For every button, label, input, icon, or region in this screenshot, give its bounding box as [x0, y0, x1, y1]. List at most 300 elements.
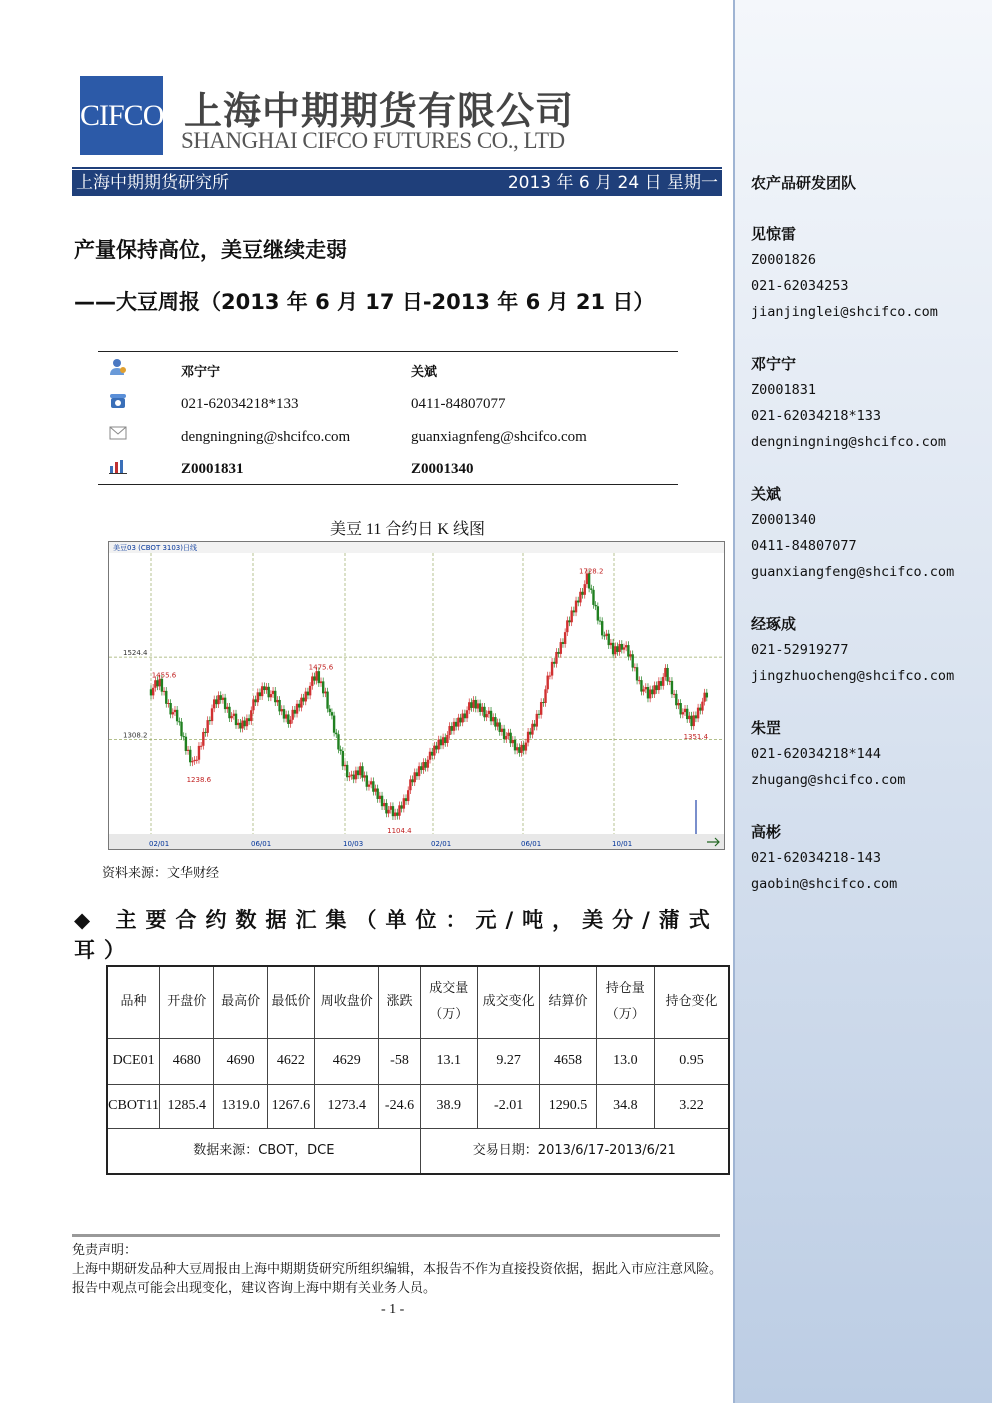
candle-body	[671, 681, 673, 694]
candle-body	[557, 652, 559, 654]
team-member	[751, 221, 938, 325]
candle-body	[204, 732, 206, 733]
candle-body	[379, 796, 381, 799]
team-member	[751, 481, 954, 585]
member-name: 关斌	[751, 485, 782, 503]
candle-body	[553, 662, 555, 664]
candle-body	[322, 681, 324, 693]
candle-body	[261, 686, 263, 696]
disclaimer	[72, 1241, 722, 1298]
candle-body	[688, 716, 690, 719]
candle-body	[418, 766, 420, 776]
candle-body	[438, 740, 440, 750]
candle-body	[359, 766, 361, 775]
candle-body	[154, 680, 156, 688]
candle-body	[658, 681, 660, 690]
candle-body	[590, 589, 592, 590]
team-member	[751, 819, 897, 897]
x-tick-label: 02/01	[431, 840, 452, 848]
candle-body	[172, 712, 174, 714]
candle-body	[259, 692, 261, 696]
candle-body	[220, 695, 222, 700]
contact-id-2: Z0001340	[411, 461, 474, 477]
candle-body	[448, 726, 450, 735]
candle-body	[283, 709, 285, 719]
candle-body	[496, 722, 498, 726]
candle-body	[414, 772, 416, 782]
candle-body	[355, 770, 357, 779]
chart-annotation: 1455.6	[151, 671, 177, 680]
candle-body	[200, 746, 202, 747]
report-date: 2013 年 6 月 24 日 星期一	[507, 173, 718, 193]
candle-body	[276, 700, 278, 702]
table-cell: 4658	[540, 1038, 596, 1084]
candle-body	[342, 751, 344, 766]
candle-body	[217, 695, 219, 704]
table-header-cell: 周收盘价	[315, 966, 379, 1038]
candle-body	[272, 691, 274, 694]
candle-body	[483, 707, 485, 717]
candle-body	[699, 708, 701, 711]
x-tick-label: 02/01	[149, 840, 170, 848]
candle-body	[551, 662, 553, 676]
member-name: 高彬	[751, 823, 782, 841]
candle-body	[592, 590, 594, 605]
candle-body	[542, 702, 544, 703]
candle-body	[655, 685, 657, 690]
candle-body	[472, 700, 474, 708]
candle-body	[228, 707, 230, 718]
member-detail: Z0001831	[751, 382, 817, 398]
candle-body	[568, 620, 570, 622]
member-email[interactable]: jianjinglei@shcifco.com	[751, 304, 938, 320]
candle-body	[621, 644, 623, 650]
candle-body	[405, 798, 407, 801]
candle-body	[420, 766, 422, 770]
chart-caption: 美豆 11 合约日 K 线图	[330, 521, 485, 538]
analyst-contact-box	[98, 351, 678, 485]
candle-body	[479, 703, 481, 712]
candle-body	[278, 700, 280, 711]
candle-body	[573, 610, 575, 612]
candle-body	[544, 689, 546, 703]
institute-name: 上海中期期货研究所	[76, 173, 229, 193]
candle-body	[616, 646, 618, 652]
candle-body	[167, 703, 169, 704]
mail-icon	[108, 426, 128, 446]
candle-body	[363, 775, 365, 777]
disclaimer-text: 上海中期研发品种大豆周报由上海中期期货研究所组织编辑，本报告不作为直接投资依据，据此入市应注意风险。报告中观点可能会出现变化，建议咨询上海中期有关业务人员。	[72, 1262, 723, 1296]
x-tick-label: 06/01	[251, 840, 272, 848]
candle-body	[309, 686, 311, 695]
table-cell: 34.8	[596, 1084, 654, 1128]
candle-body	[488, 711, 490, 714]
candle-body	[677, 703, 679, 705]
contact-phone-1: 021-62034218*133	[181, 396, 299, 412]
candle-body	[490, 711, 492, 721]
candle-body	[235, 714, 237, 725]
candle-body	[549, 676, 551, 677]
table-row	[107, 1084, 729, 1128]
candle-body	[693, 715, 695, 726]
candle-body	[453, 722, 455, 731]
candle-body	[331, 712, 333, 715]
member-detail: 021-62034218*133	[751, 408, 882, 424]
candle-body	[407, 790, 409, 801]
candle-body	[455, 722, 457, 727]
candle-body	[531, 724, 533, 735]
candle-body	[562, 642, 564, 644]
candle-body	[664, 668, 666, 677]
chart-source: 资料来源：文华财经	[102, 866, 220, 881]
candle-body	[176, 710, 178, 721]
candle-body	[394, 813, 396, 817]
candle-body	[248, 718, 250, 721]
table-data-source: 数据来源：CBOT，DCE	[107, 1128, 420, 1174]
member-detail: 021-52919277	[751, 642, 849, 658]
candle-body	[629, 654, 631, 656]
table-header-cell: 涨跌	[379, 966, 420, 1038]
candle-body	[507, 733, 509, 736]
candle-body	[398, 805, 400, 815]
contact-email-2[interactable]: guanxiagnfeng@shcifco.com	[411, 429, 587, 445]
candle-body	[601, 621, 603, 635]
candle-body	[523, 745, 525, 751]
candle-body	[636, 667, 638, 680]
contact-phone-2: 0411-84807077	[411, 396, 506, 412]
candle-body	[335, 733, 337, 735]
candle-body	[313, 676, 315, 680]
candle-body	[403, 798, 405, 808]
candle-body	[215, 699, 217, 704]
candle-body	[257, 692, 259, 702]
candle-body	[614, 646, 616, 654]
candle-body	[518, 747, 520, 753]
candle-body	[302, 698, 304, 702]
table-row	[107, 1038, 729, 1084]
team-member	[751, 351, 946, 455]
candle-body	[193, 760, 195, 761]
candle-body	[603, 635, 605, 636]
candle-body	[509, 733, 511, 743]
candle-body	[481, 707, 483, 712]
candle-body	[254, 699, 256, 702]
candle-body	[499, 722, 501, 732]
member-detail: 0411-84807077	[751, 538, 857, 554]
candle-body	[594, 605, 596, 606]
candle-body	[159, 679, 161, 687]
candle-body	[695, 715, 697, 718]
table-header-cell: 品种	[107, 966, 160, 1038]
table-cell: 13.1	[420, 1038, 477, 1084]
table-cell: 9.27	[477, 1038, 539, 1084]
contact-email-1[interactable]: dengningning@shcifco.com	[181, 429, 351, 445]
candle-body	[679, 703, 681, 714]
candle-body	[440, 740, 442, 746]
page-number: - 1 -	[381, 1302, 405, 1317]
chart-annotation: 1104.4	[387, 827, 412, 836]
company-name-cn: 上海中期期货有限公司	[184, 89, 575, 133]
candle-body	[189, 750, 191, 763]
table-header-cell: 成交量（万）	[420, 966, 477, 1038]
candle-body	[584, 584, 586, 595]
candle-body	[651, 689, 653, 694]
candle-body	[239, 723, 241, 729]
candle-body	[597, 606, 599, 620]
table-cell: -24.6	[379, 1084, 420, 1128]
contact-row-ids	[98, 456, 678, 484]
candle-body	[366, 775, 368, 786]
candle-body	[433, 746, 435, 756]
candle-body	[516, 747, 518, 750]
chart-annotation: 1475.6	[308, 663, 334, 672]
candle-body	[281, 709, 283, 711]
candle-body	[174, 710, 176, 712]
candle-body	[653, 685, 655, 694]
candle-body	[411, 779, 413, 782]
candle-body	[690, 716, 692, 726]
candle-body	[538, 714, 540, 715]
summary-title: ◆ 主要合约数据汇集（单位：元/吨，美分/蒲式耳）	[74, 908, 719, 962]
table-cell: 4622	[267, 1038, 314, 1084]
candle-body	[475, 700, 477, 709]
candle-body	[649, 689, 651, 698]
chart-background	[109, 542, 724, 849]
candle-body	[392, 806, 394, 816]
candle-body	[224, 698, 226, 709]
footer-divider	[72, 1234, 720, 1237]
candle-body	[326, 692, 328, 709]
candle-body	[390, 806, 392, 810]
candle-body	[505, 736, 507, 739]
candle-body	[470, 702, 472, 708]
candle-body	[324, 692, 326, 694]
candle-body	[376, 788, 378, 798]
candle-body	[566, 620, 568, 632]
candle-body	[385, 803, 387, 813]
table-cell: 4680	[160, 1038, 214, 1084]
contact-name-1: 邓宁宁	[181, 365, 221, 380]
table-header-cell: 最高价	[214, 966, 267, 1038]
candle-body	[520, 745, 522, 753]
chart-title: 美豆03 (CBOT 3103)日线	[113, 544, 197, 552]
x-tick-label: 06/01	[521, 840, 542, 848]
candle-body	[706, 693, 708, 698]
candle-body	[560, 642, 562, 654]
candle-body	[150, 689, 152, 695]
candle-body	[451, 726, 453, 731]
candle-body	[339, 749, 341, 751]
table-header-cell: 持仓量（万）	[596, 966, 654, 1038]
candle-body	[165, 691, 167, 704]
candle-body	[209, 720, 211, 721]
candle-body	[416, 772, 418, 776]
candle-body	[252, 699, 254, 710]
candle-body	[182, 736, 184, 737]
research-team-sidebar	[733, 0, 992, 1403]
candle-body	[529, 732, 531, 735]
candle-body	[152, 688, 154, 696]
candle-body	[263, 686, 265, 690]
candle-body	[213, 699, 215, 708]
candle-body	[346, 765, 348, 777]
candle-body	[647, 687, 649, 698]
candle-body	[608, 634, 610, 645]
table-header-cell: 成交变化	[477, 966, 539, 1038]
contact-row-emails	[98, 424, 678, 452]
candle-body	[638, 680, 640, 681]
candle-body	[387, 810, 389, 814]
candle-body	[512, 740, 514, 743]
table-cell: DCE01	[107, 1038, 160, 1084]
candle-body	[564, 632, 566, 644]
candle-body	[329, 709, 331, 712]
candle-body	[457, 718, 459, 727]
candle-body	[300, 698, 302, 708]
candle-body	[370, 781, 372, 784]
candle-body	[477, 703, 479, 708]
x-tick-label: 10/01	[612, 840, 633, 848]
candle-body	[605, 634, 607, 636]
member-detail: Z0001826	[751, 252, 817, 268]
candle-body	[296, 704, 298, 714]
table-cell: 1273.4	[315, 1084, 379, 1128]
table-header-cell: 持仓变化	[654, 966, 729, 1038]
candle-body	[575, 601, 577, 613]
candle-body	[191, 761, 193, 762]
summary-table	[106, 965, 730, 1175]
table-cell: -58	[379, 1038, 420, 1084]
candle-body	[431, 752, 433, 756]
candle-body	[198, 746, 200, 760]
candle-body	[579, 592, 581, 603]
member-email[interactable]: gaobin@shcifco.com	[751, 876, 898, 892]
candle-body	[246, 718, 248, 726]
candle-body	[161, 679, 163, 692]
candle-body	[206, 720, 208, 733]
candle-body	[684, 709, 686, 712]
contact-row-names	[98, 356, 678, 384]
candle-body	[400, 805, 402, 808]
table-cell: 1290.5	[540, 1084, 596, 1128]
candle-body	[673, 694, 675, 695]
candle-body	[492, 717, 494, 721]
candle-body	[442, 737, 444, 745]
chart-annotation: 1728.2	[578, 567, 604, 576]
candle-body	[527, 732, 529, 743]
candle-body	[662, 677, 664, 686]
kline-chart-svg	[109, 542, 724, 849]
kline-chart	[108, 541, 725, 850]
candle-body	[268, 687, 270, 697]
candle-body	[374, 788, 376, 791]
candle-body	[466, 710, 468, 718]
disclaimer-title: 免责声明：	[72, 1243, 138, 1258]
company-name-en: SHANGHAI CIFCO FUTURES CO., LTD	[181, 128, 565, 153]
member-name: 邓宁宁	[751, 355, 797, 373]
candle-body	[577, 601, 579, 603]
candle-body	[180, 722, 182, 736]
candle-body	[350, 775, 352, 776]
candle-body	[660, 681, 662, 686]
candle-body	[250, 710, 252, 721]
candle-body	[540, 702, 542, 715]
contact-row-phones	[98, 391, 678, 419]
member-name: 经琢成	[751, 615, 797, 633]
candle-body	[178, 721, 180, 722]
company-logo: CIFCO	[80, 76, 163, 155]
y-tick-label: 1308.2	[123, 731, 148, 740]
candle-body	[298, 704, 300, 708]
chart-title-strip	[109, 542, 724, 553]
candle-body	[645, 687, 647, 689]
candle-body	[396, 813, 398, 816]
candle-body	[464, 713, 466, 718]
table-cell: 1319.0	[214, 1084, 267, 1128]
team-member	[751, 715, 905, 793]
member-email[interactable]: jingzhuocheng@shcifco.com	[751, 668, 955, 684]
candle-body	[222, 698, 224, 700]
candle-body	[427, 760, 429, 768]
candle-body	[422, 762, 424, 770]
candle-body	[185, 737, 187, 751]
member-detail: 021-62034253	[751, 278, 849, 294]
candle-body	[357, 770, 359, 775]
member-email[interactable]: zhugang@shcifco.com	[751, 772, 906, 788]
candle-body	[187, 750, 189, 751]
candle-body	[536, 714, 538, 727]
candle-body	[588, 573, 590, 588]
candle-body	[701, 702, 703, 711]
candle-body	[634, 667, 636, 668]
sidebar-title: 农产品研发团队	[751, 174, 857, 192]
candle-body	[555, 652, 557, 664]
candle-body	[202, 732, 204, 746]
member-email[interactable]: guanxiangfeng@shcifco.com	[751, 564, 955, 580]
candle-body	[348, 776, 350, 777]
chart-annotation: 1351.4	[683, 733, 709, 742]
candle-body	[353, 775, 355, 780]
member-detail: Z0001340	[751, 512, 817, 528]
candle-body	[230, 716, 232, 718]
candle-body	[169, 703, 171, 714]
candle-body	[686, 709, 688, 719]
table-trade-date: 交易日期：2013/6/17-2013/6/21	[420, 1128, 729, 1174]
report-subtitle: ——大豆周报（2013 年 6 月 17 日-2013 年 6 月 21 日）	[74, 290, 655, 314]
candle-body	[682, 712, 684, 714]
candle-body	[612, 643, 614, 654]
candle-body	[429, 752, 431, 760]
candle-body	[163, 691, 165, 692]
member-name: 见惊雷	[751, 225, 797, 243]
candle-body	[627, 645, 629, 656]
x-tick-label: 10/03	[343, 840, 364, 848]
table-footer-row	[107, 1128, 729, 1174]
y-tick-label: 1524.4	[123, 649, 148, 658]
header-bar	[72, 170, 722, 196]
table-cell: 0.95	[654, 1038, 729, 1084]
table-cell: 4629	[315, 1038, 379, 1084]
candle-body	[547, 676, 549, 690]
member-email[interactable]: dengningning@shcifco.com	[751, 434, 947, 450]
table-cell: 13.0	[596, 1038, 654, 1084]
candle-body	[294, 710, 296, 714]
candle-body	[642, 689, 644, 691]
table-cell: 1285.4	[160, 1084, 214, 1128]
candle-body	[337, 734, 339, 749]
candle-body	[581, 592, 583, 595]
candle-body	[610, 643, 612, 645]
